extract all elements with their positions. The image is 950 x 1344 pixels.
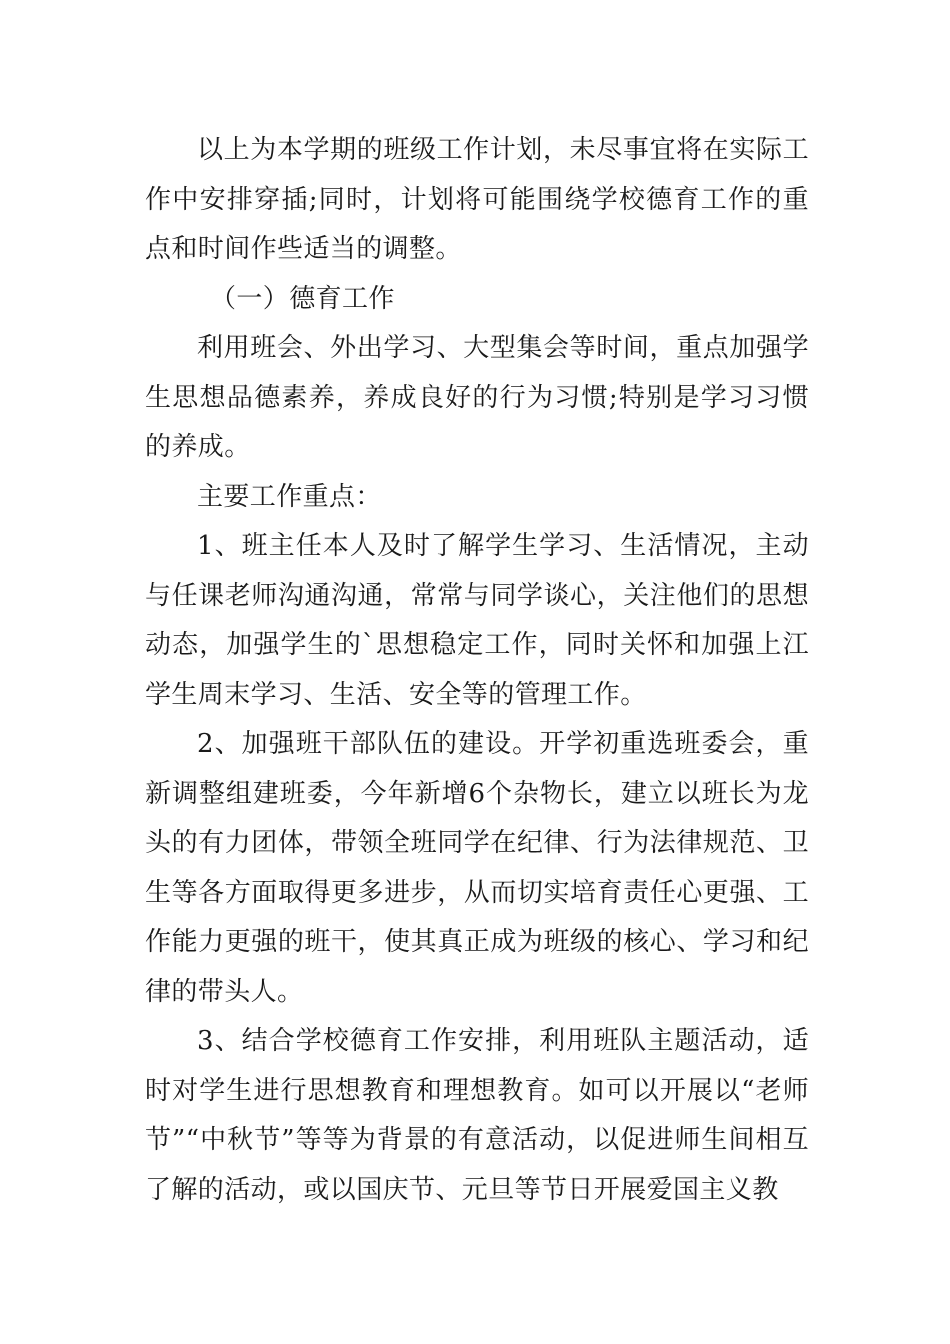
- list-item-1: 1、班主任本人及时了解学生学习、生活情况，主动与任课老师沟通沟通，常常与同学谈心，关注他们的思想动态，加强学生的`思想稳定工作，同时关怀和加强上江学生周末学习、生活、安全等的管理工作。: [145, 531, 809, 710]
- document-body: [145, 126, 809, 1215]
- paragraph-key-points-label: 主要工作重点：: [197, 481, 382, 512]
- section-heading-moral-education: （一）德育工作: [210, 283, 395, 314]
- paragraph-summary: 以上为本学期的班级工作计划，未尽事宜将在实际工作中安排穿插;同时，计划将可能围绕学校德育工作的重点和时间作些适当的调整。: [145, 135, 809, 264]
- list-item-3: 3、结合学校德育工作安排，利用班队主题活动，适时对学生进行思想教育和理想教育。如可以开展以“老师节”“中秋节”等等为背景的有意活动，以促进师生间相互了解的活动，或以国庆节、元旦等节日开展爱国主义教: [145, 1026, 809, 1205]
- list-item-2: 2、加强班干部队伍的建设。开学初重选班委会，重新调整组建班委，今年新增6个杂物长，建立以班长为龙头的有力团体，带领全班同学在纪律、行为法律规范、卫生等各方面取得更多进步，从而切实培育责任心更强、工作能力更强的班干，使其真正成为班级的核心、学习和纪律的带头人。: [145, 729, 809, 1007]
- paragraph-moral-education: 利用班会、外出学习、大型集会等时间，重点加强学生思想品德素养，养成良好的行为习惯;特别是学习习惯的养成。: [145, 333, 809, 462]
